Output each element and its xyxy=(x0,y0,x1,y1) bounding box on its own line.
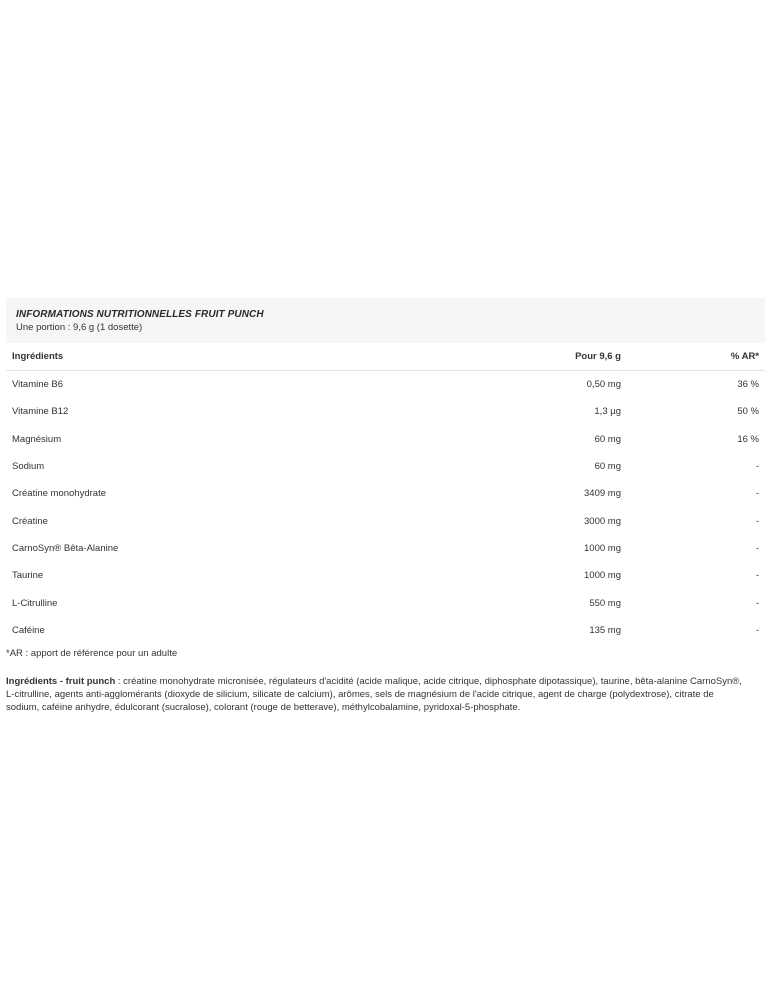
row-name: Sodium xyxy=(12,461,45,473)
row-name: Caféine xyxy=(12,624,45,636)
row-ar: - xyxy=(755,515,759,527)
row-amount: 60 mg xyxy=(594,461,621,473)
table-row xyxy=(6,562,765,589)
row-name: Créatine monohydrate xyxy=(12,488,106,500)
ingredients-paragraph xyxy=(6,675,746,714)
row-amount: 60 mg xyxy=(594,433,621,445)
table-row xyxy=(6,535,765,562)
nutrition-panel xyxy=(6,298,765,664)
footnote: *AR : apport de référence pour un adulte xyxy=(6,647,178,659)
ingredients-text: : créatine monohydrate micronisée, régulateurs d'acidité (acide malique, acide citrique, diphosphate dipotassique), taurine, bêta-alanine CarnoSyn®, L-citrulline, agents anti-agglomérants (dioxyde de silicium, silicate de calcium), arômes, sels de magnésium de l'acide citrique, agent de charge (polydextrose), citrate de sodium, caféine anhydre, édulcorant (sucralose), colorant (rouge de betterave), méthylcobalamine, pyridoxal-5-phosphate. xyxy=(6,675,742,713)
panel-title: INFORMATIONS NUTRITIONNELLES FRUIT PUNCH xyxy=(16,309,264,320)
row-amount: 135 mg xyxy=(589,624,621,636)
table-header-row xyxy=(6,343,765,371)
table-row xyxy=(6,371,765,399)
table-row xyxy=(6,426,765,453)
row-amount: 550 mg xyxy=(589,597,621,609)
row-ar: - xyxy=(755,624,759,636)
row-name: Taurine xyxy=(12,570,44,582)
row-ar: 16 % xyxy=(737,433,759,445)
column-header-amount: Pour 9,6 g xyxy=(476,343,627,371)
row-amount: 3409 mg xyxy=(584,488,621,500)
table-row xyxy=(6,507,765,534)
table-row xyxy=(6,589,765,616)
table-row xyxy=(6,480,765,507)
row-ar: 50 % xyxy=(737,406,759,418)
row-name: Vitamine B6 xyxy=(12,379,64,391)
panel-header xyxy=(6,298,765,343)
row-name: Créatine xyxy=(12,515,48,527)
row-name: Vitamine B12 xyxy=(12,406,69,418)
row-amount: 0,50 mg xyxy=(586,379,621,391)
row-name: CarnoSyn® Bêta-Alanine xyxy=(12,542,119,554)
table-row xyxy=(6,398,765,425)
column-header-ar: % AR* xyxy=(627,343,765,371)
table-row xyxy=(6,617,765,644)
row-amount: 1000 mg xyxy=(584,570,621,582)
portion-info: Une portion : 9,6 g (1 dosette) xyxy=(16,322,143,333)
ingredients-label: Ingrédients - fruit punch xyxy=(6,675,116,687)
row-ar: - xyxy=(755,542,759,554)
row-ar: - xyxy=(755,570,759,582)
row-ar: 36 % xyxy=(737,379,759,391)
row-ar: - xyxy=(755,488,759,500)
row-name: L-Citrulline xyxy=(12,597,58,609)
row-ar: - xyxy=(755,597,759,609)
nutrition-table xyxy=(6,343,765,644)
row-amount: 1000 mg xyxy=(584,542,621,554)
row-amount: 1,3 µg xyxy=(594,406,621,418)
column-header-ingredients: Ingrédients xyxy=(6,343,476,371)
row-ar: - xyxy=(755,461,759,473)
row-name: Magnésium xyxy=(12,433,62,445)
row-amount: 3000 mg xyxy=(584,515,621,527)
table-row xyxy=(6,453,765,480)
